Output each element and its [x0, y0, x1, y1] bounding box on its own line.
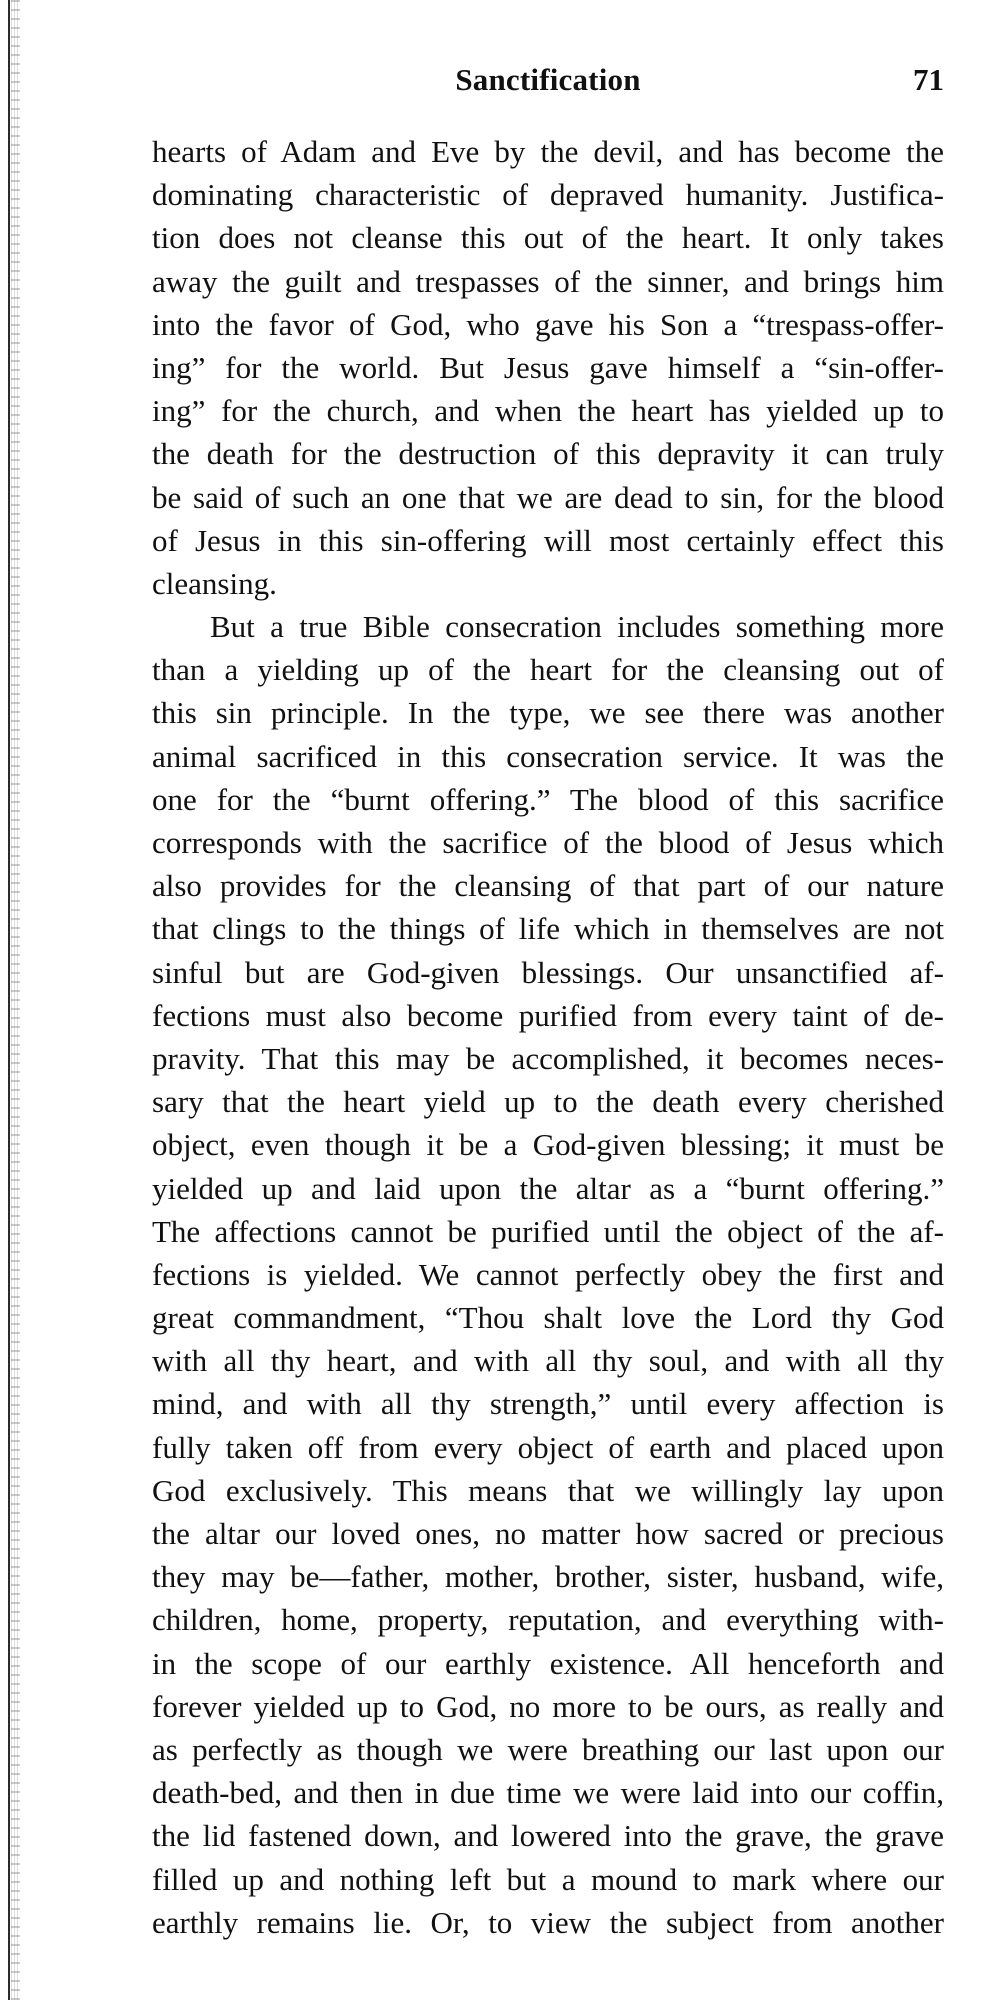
text-line: of Jesus in this sin-offering will most certainly effect this: [152, 522, 944, 558]
text-line: ing” for the church, and when the heart has yielded up to: [152, 393, 944, 429]
text-line: into the favor of God, who gave his Son a “trespass-offer-: [152, 306, 944, 342]
running-header: [152, 62, 944, 112]
text-line: object, even though it be a God-given blessing; it must be: [152, 1127, 944, 1163]
text-line: earthly remains lie. Or, to view the subject from another: [152, 1904, 944, 1940]
text-line: be said of such an one that we are dead to sin, for the blood: [152, 479, 944, 515]
text-line: ing” for the world. But Jesus gave himself a “sin-offer-: [152, 349, 944, 385]
text-line: corresponds with the sacrifice of the blood of Jesus which: [152, 825, 944, 860]
paragraph-1: [152, 130, 944, 605]
binding-edge-texture: [11, 0, 20, 2000]
text-line: than a yielding up of the heart for the cleansing out of: [152, 652, 944, 688]
text-line: animal sacrificed in this consecration service. It was the: [152, 738, 944, 774]
text-line: hearts of Adam and Eve by the devil, and has become the: [152, 134, 944, 169]
text-line: death-bed, and then in due time we were laid into our coffin,: [152, 1775, 944, 1811]
text-line: sinful but are God-given blessings. Our unsanctified af-: [152, 954, 944, 990]
text-line: also provides for the cleansing of that part of our nature: [152, 868, 944, 904]
text-line: great commandment, “Thou shalt love the Lord thy God: [152, 1300, 944, 1336]
text-line: tion does not cleanse this out of the heart. It only takes: [152, 220, 944, 256]
text-line: yielded up and laid upon the altar as a “burnt offering.”: [152, 1170, 944, 1206]
text-line: with all thy heart, and with all thy soul, and with all thy: [152, 1343, 944, 1379]
text-line: fections is yielded. We cannot perfectly obey the first and: [152, 1256, 944, 1292]
text-line: forever yielded up to God, no more to be ours, as really and: [152, 1688, 944, 1724]
text-line: as perfectly as though we were breathing our last upon our: [152, 1731, 944, 1767]
text-line: fully taken off from every object of earth and placed upon: [152, 1429, 944, 1465]
text-line: filled up and nothing left but a mound to mark where our: [152, 1861, 944, 1897]
text-line: the death for the destruction of this depravity it can truly: [152, 436, 944, 472]
body-text: [152, 130, 944, 1944]
binding-edge: [8, 0, 10, 2000]
text-line: dominating characteristic of depraved humanity. Justifica-: [152, 177, 944, 213]
text-line: children, home, property, reputation, and everything with-: [152, 1602, 944, 1638]
text-line: the altar our loved ones, no matter how sacred or precious: [152, 1516, 944, 1551]
text-line: pravity. That this may be accomplished, it becomes neces-: [152, 1040, 944, 1076]
text-line: in the scope of our earthly existence. All henceforth and: [152, 1645, 944, 1681]
text-line: God exclusively. This means that we willingly lay upon: [152, 1472, 944, 1508]
text-line: mind, and with all thy strength,” until every affection is: [152, 1386, 944, 1422]
text-line: they may be—father, mother, brother, sister, husband, wife,: [152, 1559, 944, 1595]
text-line: the lid fastened down, and lowered into the grave, the grave: [152, 1818, 944, 1854]
text-line: this sin principle. In the type, we see there was another: [152, 695, 944, 731]
text-line: fections must also become purified from every taint of de-: [152, 997, 944, 1033]
text-line: But a true Bible consecration includes something more: [210, 609, 944, 645]
text-line: cleansing.: [152, 565, 277, 601]
text-line: sary that the heart yield up to the death every cherished: [152, 1084, 944, 1120]
text-line: that clings to the things of life which in themselves are not: [152, 911, 944, 947]
text-line: one for the “burnt offering.” The blood of this sacrifice: [152, 781, 944, 817]
text-line: The affections cannot be purified until the object of the af-: [152, 1213, 944, 1249]
page-number: 71: [913, 62, 944, 97]
running-title: Sanctification: [455, 62, 641, 97]
paragraph-2: [152, 605, 944, 1944]
text-line: away the guilt and trespasses of the sinner, and brings him: [152, 263, 944, 299]
